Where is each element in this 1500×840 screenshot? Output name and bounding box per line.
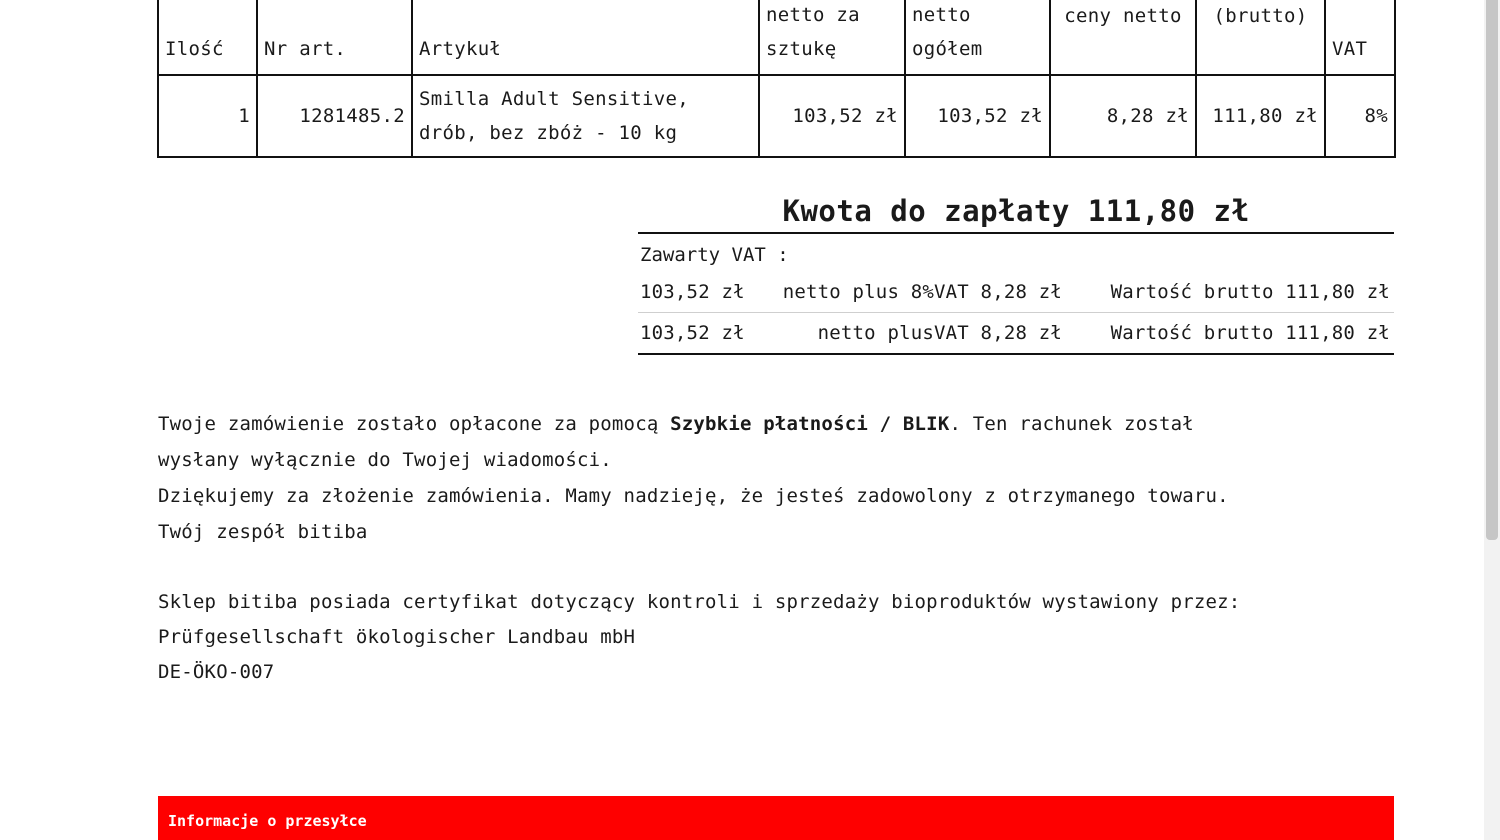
payment-message xyxy=(158,406,1388,550)
table-header-row xyxy=(158,0,1395,75)
cell-vat-rate: 8% xyxy=(1325,75,1395,157)
items-table xyxy=(157,0,1396,158)
vat-row-plus: netto plus xyxy=(817,322,934,344)
certificate-info xyxy=(158,585,1388,690)
certificate-code: DE-ÖKO-007 xyxy=(158,661,275,683)
cell-vat-amount: 8,28 zł xyxy=(1050,75,1196,157)
vat-row-net: 103,52 zł xyxy=(640,322,745,344)
cell-article-name: Smilla Adult Sensitive, drób, bez zbóż - 10 kg xyxy=(412,75,759,157)
header-article: Artykuł xyxy=(412,0,759,75)
certificate-line: Sklep bitiba posiada certyfikat dotyczący kontroli i sprzedaży bioproduktów wystawiony przez: xyxy=(158,591,1241,613)
header-article-no: Nr art. xyxy=(257,0,412,75)
shipping-info-header: Informacje o przesyłce xyxy=(158,796,1394,840)
vat-included-label: Zawarty VAT : xyxy=(640,244,789,266)
message-signature: Twój zespół bitiba xyxy=(158,521,368,543)
cell-net-total: 103,52 zł xyxy=(905,75,1050,157)
header-qty: Ilość xyxy=(158,0,257,75)
message-line: Twoje zamówienie zostało opłacone za pomocą Szybkie płatności / BLIK. Ten rachunek został xyxy=(158,413,1194,435)
header-net-unit: netto za sztukę xyxy=(759,0,905,75)
header-vat: VAT xyxy=(1325,0,1395,75)
message-line: wysłany wyłącznie do Twojej wiadomości. xyxy=(158,449,612,471)
vertical-scrollbar[interactable] xyxy=(1484,0,1500,840)
vat-row-plus: netto plus 8% xyxy=(782,281,934,303)
vat-row-gross: Wartość brutto 111,80 zł xyxy=(1110,281,1390,303)
message-line: Dziękujemy za złożenie zamówienia. Mamy nadzieję, że jesteś zadowolony z otrzymanego towaru. xyxy=(158,485,1229,507)
vat-row-vat: VAT 8,28 zł xyxy=(934,281,1063,303)
cell-net-unit: 103,52 zł xyxy=(759,75,905,157)
payment-method: Szybkie płatności / BLIK xyxy=(670,413,950,435)
vat-row-vat: VAT 8,28 zł xyxy=(934,322,1063,344)
header-net-total: netto ogółem xyxy=(905,0,1050,75)
vat-row-net: 103,52 zł xyxy=(640,281,745,303)
vat-summary-row xyxy=(638,313,1394,355)
cell-gross: 111,80 zł xyxy=(1196,75,1325,157)
scrollbar-thumb[interactable] xyxy=(1486,0,1498,540)
amount-due-title: Kwota do zapłaty 111,80 zł xyxy=(638,190,1394,234)
header-gross: (brutto) xyxy=(1196,0,1325,75)
cell-article-no: 1281485.2 xyxy=(257,75,412,157)
table-row xyxy=(158,75,1395,157)
cell-qty: 1 xyxy=(158,75,257,157)
vat-summary-row xyxy=(638,272,1394,313)
vat-row-gross: Wartość brutto 111,80 zł xyxy=(1110,322,1390,344)
certificate-issuer: Prüfgesellschaft ökologischer Landbau mbH xyxy=(158,626,636,648)
header-net-prices: ceny netto xyxy=(1050,0,1196,75)
payment-summary xyxy=(638,190,1394,355)
